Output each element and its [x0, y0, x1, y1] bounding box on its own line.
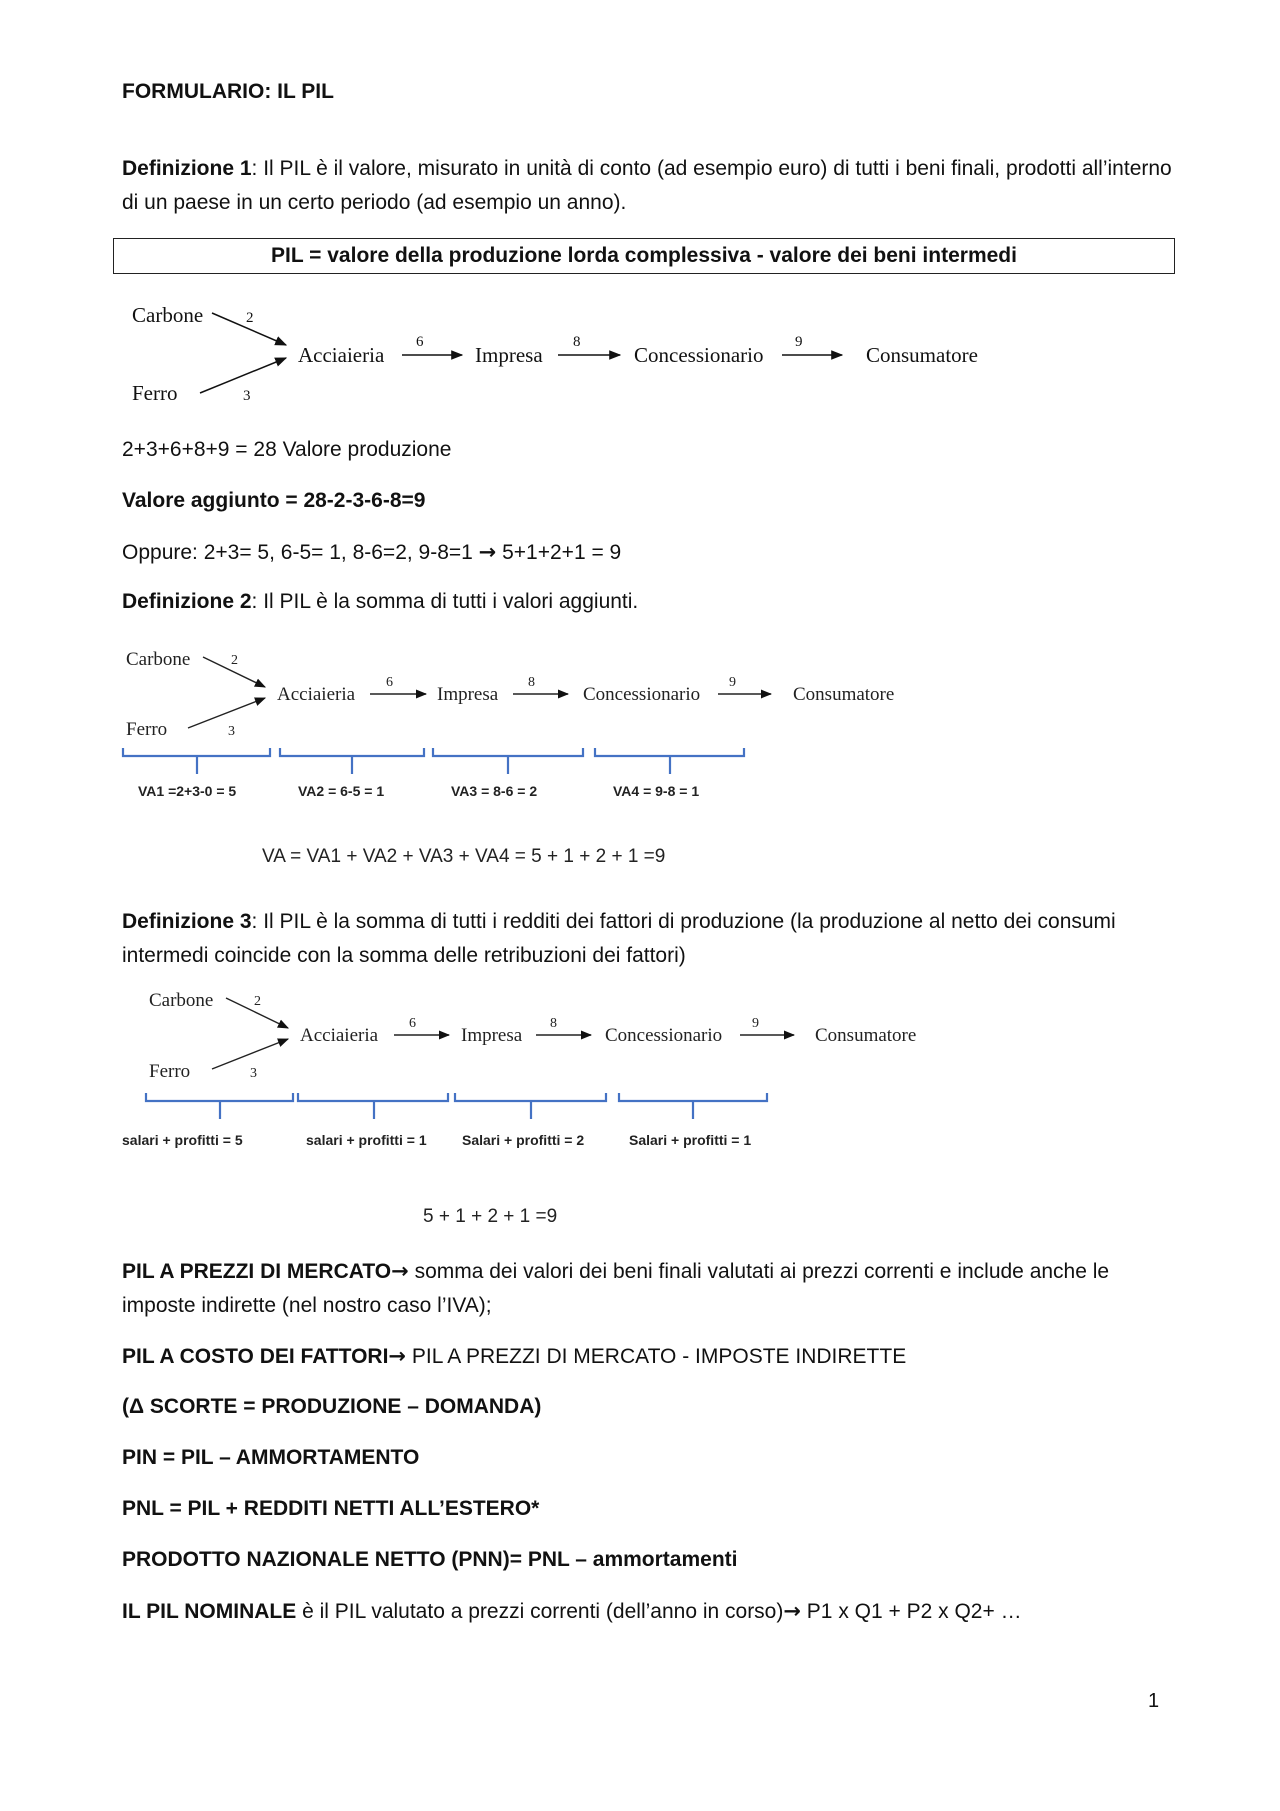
- node-dealer: Concessionario: [605, 1025, 723, 1046]
- delta-stock-line: (Δ SCORTE = PRODUZIONE – DOMANDA): [122, 1395, 542, 1418]
- document-title: FORMULARIO: IL PIL: [122, 80, 334, 103]
- va1-label: VA1 =2+3-0 = 5: [138, 783, 237, 799]
- pil-market-prices-text: somma dei valori dei beni finali valutati ai prezzi correnti e include anche le imposte indirette (nel nostro caso l’IVA);: [122, 1260, 1110, 1317]
- edge-label-steel: 6: [416, 334, 424, 350]
- arrow-iron: [212, 1039, 288, 1069]
- income-label-2: salari + profitti = 1: [306, 1132, 427, 1148]
- node-coal: Carbone: [132, 303, 204, 327]
- definition-3-label: Definizione 3: [122, 910, 252, 933]
- node-firm: Impresa: [461, 1025, 523, 1046]
- alternative-line-text: Oppure: 2+3= 5, 6-5= 1, 8-6=2, 9-8=1: [122, 541, 479, 564]
- income-label-3: Salari + profitti = 2: [462, 1132, 585, 1148]
- right-arrow-icon: →: [388, 1344, 407, 1368]
- boxed-formula: PIL = valore della produzione lorda complessiva - valore dei beni intermedi: [113, 238, 1175, 274]
- pin-line: PIN = PIL – AMMORTAMENTO: [122, 1446, 420, 1469]
- edge-label-iron: 3: [250, 1066, 257, 1081]
- node-consumer: Consumatore: [866, 343, 978, 367]
- brace-income-2: [298, 1093, 448, 1119]
- node-coal: Carbone: [126, 649, 191, 670]
- income-sum: 5 + 1 + 2 + 1 =9: [423, 1206, 558, 1227]
- node-dealer: Concessionario: [583, 684, 701, 705]
- va4-label: VA4 = 9-8 = 1: [613, 783, 700, 799]
- edge-label-firm: 8: [573, 334, 581, 350]
- value-added-line: Valore aggiunto = 28-2-3-6-8=9: [122, 489, 426, 512]
- edge-label-coal: 2: [246, 310, 254, 326]
- node-steelworks: Acciaieria: [298, 343, 385, 367]
- definition-2-text: : Il PIL è la somma di tutti i valori aggiunti.: [251, 590, 639, 613]
- brace-income-4: [619, 1093, 767, 1119]
- nominal-pil-line: [122, 1594, 1172, 1629]
- brace-income-1: [146, 1093, 293, 1119]
- alternative-line-result: 5+1+2+1 = 9: [496, 541, 622, 564]
- edge-label-dealer: 9: [752, 1016, 759, 1031]
- income-label-4: Salari + profitti = 1: [629, 1132, 752, 1148]
- pnl-line: PNL = PIL + REDDITI NETTI ALL’ESTERO*: [122, 1497, 540, 1520]
- edge-label-firm: 8: [550, 1016, 557, 1031]
- node-steelworks: Acciaieria: [277, 684, 356, 705]
- node-consumer: Consumatore: [793, 684, 895, 705]
- definition-3-text: : Il PIL è la somma di tutti i redditi dei fattori di produzione (la produzione al netto dei consumi intermedi coincide con la somma delle retribuzioni dei fattori): [122, 910, 1116, 967]
- node-iron: Ferro: [132, 381, 178, 405]
- pil-factor-cost-text: PIL A PREZZI DI MERCATO - IMPOSTE INDIRETTE: [406, 1345, 907, 1368]
- node-firm: Impresa: [437, 684, 499, 705]
- node-consumer: Consumatore: [815, 1025, 917, 1046]
- edge-label-steel: 6: [386, 675, 393, 690]
- node-coal: Carbone: [149, 990, 214, 1011]
- production-value-line: 2+3+6+8+9 = 28 Valore produzione: [122, 438, 452, 461]
- pil-market-prices: [122, 1254, 1172, 1323]
- pil-factor-cost: [122, 1339, 1172, 1374]
- brace-income-3: [455, 1093, 606, 1119]
- right-arrow-icon: →: [783, 1599, 801, 1623]
- definition-2-label: Definizione 2: [122, 590, 252, 613]
- node-dealer: Concessionario: [634, 343, 764, 367]
- nominal-pil-formula: P1 x Q1 + P2 x Q2+ …: [800, 1600, 1022, 1623]
- node-steelworks: Acciaieria: [300, 1025, 379, 1046]
- va-sum: VA = VA1 + VA2 + VA3 + VA4 = 5 + 1 + 2 + 1 =9: [262, 846, 666, 867]
- edge-label-dealer: 9: [729, 675, 736, 690]
- edge-label-coal: 2: [231, 653, 238, 668]
- right-arrow-icon: →: [478, 540, 497, 564]
- node-firm: Impresa: [475, 343, 543, 367]
- pil-market-prices-label: PIL A PREZZI DI MERCATO: [122, 1260, 392, 1283]
- edge-label-iron: 3: [228, 724, 235, 739]
- page-number: 1: [1148, 1690, 1160, 1712]
- edge-label-iron: 3: [243, 388, 251, 404]
- definition-1-text: : Il PIL è il valore, misurato in unità di conto (ad esempio euro) di tutti i beni finali, prodotti all’interno di un paese in un certo periodo (ad esempio un anno).: [122, 157, 1172, 214]
- nominal-pil-text: è il PIL valutato a prezzi correnti (dell’anno in corso): [296, 1600, 784, 1623]
- node-iron: Ferro: [126, 719, 168, 740]
- pil-factor-cost-label: PIL A COSTO DEI FATTORI: [122, 1345, 389, 1368]
- va2-label: VA2 = 6-5 = 1: [298, 783, 385, 799]
- node-iron: Ferro: [149, 1061, 191, 1082]
- definition-1-label: Definizione 1: [122, 157, 252, 180]
- pnn-line: PRODOTTO NAZIONALE NETTO (PNN)= PNL – ammortamenti: [122, 1548, 738, 1571]
- edge-label-steel: 6: [409, 1016, 416, 1031]
- edge-label-firm: 8: [528, 675, 535, 690]
- edge-label-coal: 2: [254, 994, 261, 1009]
- va3-label: VA3 = 8-6 = 2: [451, 783, 538, 799]
- edge-label-dealer: 9: [795, 334, 803, 350]
- income-label-1: salari + profitti = 5: [122, 1132, 243, 1148]
- nominal-pil-label: IL PIL NOMINALE: [122, 1600, 297, 1623]
- right-arrow-icon: →: [391, 1259, 409, 1283]
